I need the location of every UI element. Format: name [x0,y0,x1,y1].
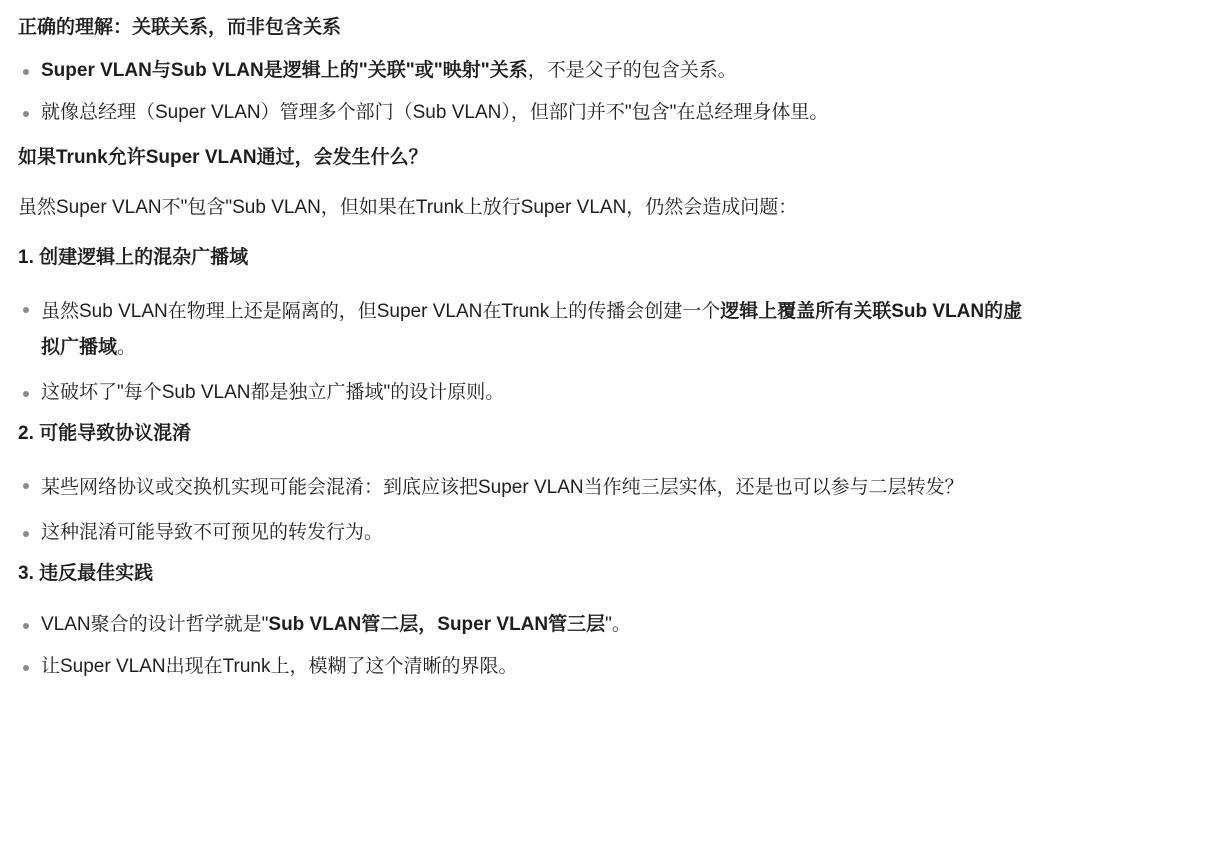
text: 让Super VLAN出现在Trunk上，模糊了这个清晰的界限。 [41,656,518,677]
text: ，不是父子的包含关系。 [527,60,737,81]
paragraph-intro: 虽然Super VLAN不"包含"Sub VLAN，但如果在Trunk上放行Super VLAN，仍然会造成问题： [18,197,798,218]
list-item [18,610,1041,640]
section-heading-protocol-confusion: 2. 可能导致协议混淆 [18,423,192,444]
bold-text: Sub VLAN管二层，Super VLAN管三层 [268,614,606,635]
bold-text: 逻辑上覆盖所有关联Sub VLAN的虚拟广播域 [41,301,1023,358]
section-heading-trunk-question: 如果Trunk允许Super VLAN通过，会发生什么？ [18,147,428,168]
text: "。 [605,614,631,635]
text: 虽然Sub VLAN在物理上还是隔离的，但Super VLAN在Trunk上的传播会创建一个 [41,301,721,322]
bullet-list-best-practice [18,610,1194,682]
bullet-list-broadcast-domain [18,294,1194,408]
section-heading-correct-understanding: 正确的理解：关联关系，而非包含关系 [18,17,342,38]
list-item [18,518,1041,548]
text: 这种混淆可能导致不可预见的转发行为。 [41,522,384,543]
text: 。 [117,337,137,358]
text: 这破坏了"每个Sub VLAN都是独立广播域"的设计原则。 [41,382,505,403]
section-heading-best-practice: 3. 违反最佳实践 [18,563,154,584]
list-item [18,56,1041,86]
list-item [18,98,1041,128]
list-item [18,294,1041,366]
text: 某些网络协议或交换机实现可能会混淆：到底应该把Super VLAN当作纯三层实体，还是也可以参与二层转发？ [41,477,964,498]
list-item [18,470,1041,506]
text: 就像总经理（Super VLAN）管理多个部门（Sub VLAN），但部门并不"包含"在总经理身体里。 [41,102,829,123]
list-item [18,378,1041,408]
list-item [18,652,1041,682]
bold-text: Super VLAN与Sub VLAN是逻辑上的"关联"或"映射"关系 [41,60,528,81]
bullet-list-understanding [18,56,1194,128]
section-heading-broadcast-domain: 1. 创建逻辑上的混杂广播域 [18,247,249,268]
text: VLAN聚合的设计哲学就是" [41,614,269,635]
bullet-list-protocol-confusion [18,470,1194,548]
